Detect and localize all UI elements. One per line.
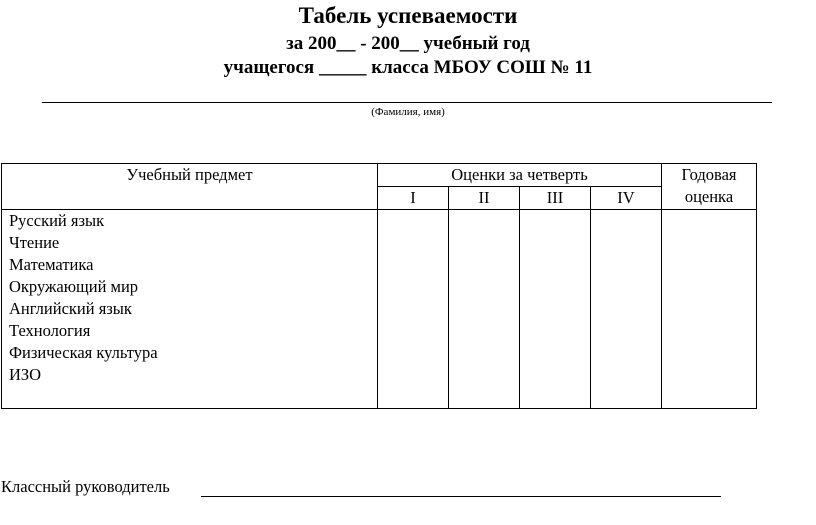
quarter-3-grade-cell	[520, 342, 591, 364]
annual-grade-cell	[662, 276, 757, 298]
table-row	[2, 298, 757, 320]
annual-grade-cell	[662, 232, 757, 254]
annual-grade-cell	[662, 298, 757, 320]
quarter-1-grade-cell	[378, 232, 449, 254]
quarter-4-grade-cell	[591, 342, 662, 364]
table-header-row	[2, 164, 757, 187]
quarter-1-grade-cell	[378, 320, 449, 342]
quarter-1-grade-cell	[378, 298, 449, 320]
quarter-1-header: I	[378, 187, 449, 210]
subject-name-cell: ИЗО	[2, 364, 378, 386]
quarter-1-grade-cell	[378, 386, 449, 409]
quarter-1-grade-cell	[378, 210, 449, 233]
quarter-3-grade-cell	[520, 320, 591, 342]
quarter-3-grade-cell	[520, 364, 591, 386]
quarter-2-grade-cell	[449, 232, 520, 254]
quarter-4-header: IV	[591, 187, 662, 210]
student-name-caption: (Фамилия, имя)	[371, 106, 445, 118]
quarter-4-grade-cell	[591, 254, 662, 276]
annual-grade-cell	[662, 342, 757, 364]
quarter-2-grade-cell	[449, 276, 520, 298]
subject-name-cell: Технология	[2, 320, 378, 342]
annual-grade-header	[662, 164, 757, 210]
quarter-3-grade-cell	[520, 276, 591, 298]
quarter-1-grade-cell	[378, 276, 449, 298]
quarter-4-grade-cell	[591, 210, 662, 233]
quarter-4-grade-cell	[591, 386, 662, 409]
quarter-3-grade-cell	[520, 210, 591, 233]
class-teacher-label: Классный руководитель	[1, 477, 170, 496]
quarter-2-grade-cell	[449, 254, 520, 276]
quarter-2-header: II	[449, 187, 520, 210]
document-title: Табель успеваемости	[298, 3, 518, 28]
table-row	[2, 320, 757, 342]
quarter-2-grade-cell	[449, 364, 520, 386]
subject-name-cell	[2, 386, 378, 409]
quarter-2-grade-cell	[449, 342, 520, 364]
table-row	[2, 276, 757, 298]
quarter-1-grade-cell	[378, 254, 449, 276]
quarter-grades-header: Оценки за четверть	[378, 164, 662, 187]
table-row	[2, 232, 757, 254]
annual-grade-cell	[662, 320, 757, 342]
quarter-1-grade-cell	[378, 342, 449, 364]
quarter-3-grade-cell	[520, 254, 591, 276]
quarter-2-grade-cell	[449, 210, 520, 233]
quarter-4-grade-cell	[591, 320, 662, 342]
quarter-3-grade-cell	[520, 386, 591, 409]
quarter-4-grade-cell	[591, 232, 662, 254]
subject-name-cell: Английский язык	[2, 298, 378, 320]
class-teacher-signature-line	[201, 496, 721, 497]
subject-column-header: Учебный предмет	[2, 164, 378, 210]
subject-name-cell: Физическая культура	[2, 342, 378, 364]
quarter-3-grade-cell	[520, 232, 591, 254]
table-row	[2, 342, 757, 364]
quarter-3-grade-cell	[520, 298, 591, 320]
grades-table	[1, 163, 757, 409]
quarter-2-grade-cell	[449, 386, 520, 409]
subject-name-cell: Русский язык	[2, 210, 378, 233]
student-name-line	[42, 102, 772, 103]
annual-header-line-2: оценка	[684, 187, 734, 206]
subject-name-cell: Чтение	[2, 232, 378, 254]
table-row	[2, 364, 757, 386]
quarter-1-grade-cell	[378, 364, 449, 386]
annual-grade-cell	[662, 364, 757, 386]
quarter-2-grade-cell	[449, 298, 520, 320]
annual-grade-cell	[662, 386, 757, 409]
subject-name-cell: Математика	[2, 254, 378, 276]
annual-grade-cell	[662, 210, 757, 233]
quarter-4-grade-cell	[591, 276, 662, 298]
quarter-3-header: III	[520, 187, 591, 210]
annual-header-line-1: Годовая	[681, 165, 737, 184]
quarter-4-grade-cell	[591, 364, 662, 386]
quarter-2-grade-cell	[449, 320, 520, 342]
table-row	[2, 210, 757, 233]
annual-grade-cell	[662, 254, 757, 276]
student-class-line: учащегося _____ класса МБОУ СОШ № 11	[223, 57, 593, 78]
quarter-4-grade-cell	[591, 298, 662, 320]
subject-name-cell: Окружающий мир	[2, 276, 378, 298]
table-row	[2, 386, 757, 409]
table-row	[2, 254, 757, 276]
school-year-line: за 200__ - 200__ учебный год	[286, 33, 530, 54]
